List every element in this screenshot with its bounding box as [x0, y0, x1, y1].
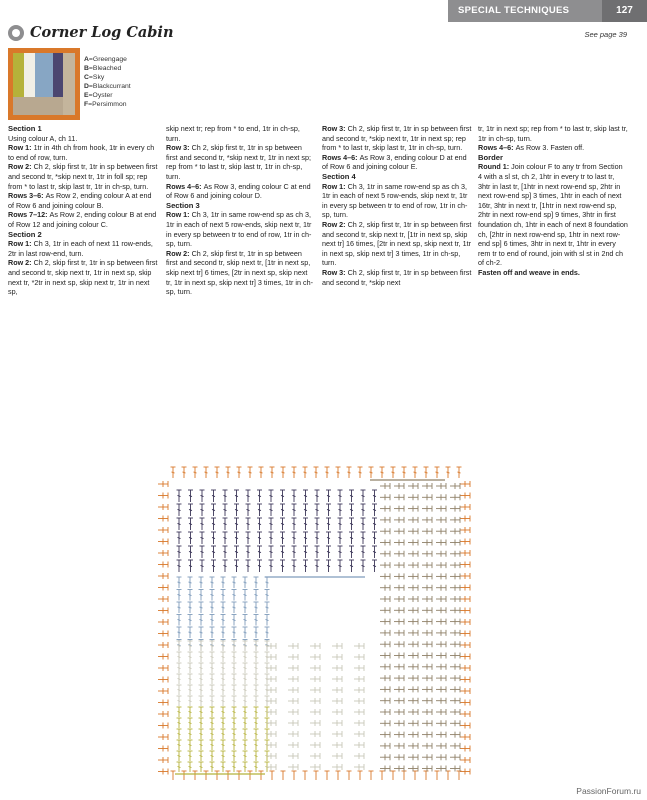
legend-colour-name: Oyster — [92, 92, 113, 99]
section-title: SPECIAL TECHNIQUES — [458, 5, 570, 16]
instruction-paragraph: Row 1: Ch 3, 1tr in each of next 11 row-ends, 2tr in last row-end, turn. — [8, 239, 153, 258]
legend-key: A — [84, 56, 89, 63]
instruction-paragraph: tr, 1tr in next sp; rep from * to last tr, skip last tr, 1tr in ch-sp, turn. — [478, 124, 628, 143]
row-label: Row 2: — [166, 248, 192, 258]
instruction-paragraph: Rows 4–6: As Row 3. Fasten off. — [478, 143, 585, 153]
final-instruction: Fasten off and weave in ends. — [478, 267, 580, 277]
instruction-paragraph: Using colour A, ch 11. — [8, 133, 78, 143]
instruction-paragraph: Row 2: Ch 2, skip first tr, 1tr in sp between first and second tr, *skip next tr, 1tr in foll sp; rep from * to last tr, skip last tr, 1tr in ch-sp, turn. — [8, 162, 158, 191]
header-bar — [448, 0, 647, 22]
instruction-paragraph: Row 1: Ch 3, 1tr in same row-end sp as ch 3, 1tr in each of next 5 row-ends, skip next tr, 1tr in every sp between tr to end of row, 1tr in ch-sp, turn. — [322, 181, 468, 220]
section-heading: Border — [478, 152, 503, 162]
legend-colour-name: Blackcurrant — [92, 83, 131, 90]
instruction-paragraph: Row 1: 1tr in 4th ch from hook, 1tr in every ch to end of row, turn. — [8, 143, 155, 162]
instruction-paragraph: skip next tr; rep from * to end, 1tr in ch-sp, turn. — [166, 124, 300, 143]
instruction-paragraph: Row 1: Ch 3, 1tr in same row-end sp as ch 3, 1tr in each of next 5 row-ends, skip next tr, 1tr in every sp between tr to end of row, 1tr in ch-sp, turn. — [166, 210, 312, 249]
instruction-paragraph: Round 1: Join colour F to any tr from Section 4 with a sl st, ch 2, 1htr in every tr to last tr, 3htr in last tr, [1htr in next row-end sp, 2htr in next row-end sp] 3 times, 1htr in each of next 16tr, 3htr in next tr, [1htr in next row-end sp, 2htr in next row-end sp] 9 times, 3htr in first foundation ch, 1htr in each of next 8 foundation ch, [2htr in next row-end sp, 1htr in next row-end sp] 6 times, 3htr in next tr, 1htr in every rem tr to end of round, join with sl st in 2nd ch of ch-2. — [478, 162, 628, 268]
instruction-paragraph: Row 2: Ch 2, skip first tr, 1tr in sp between first and second tr, skip next tr, [1tr in next sp, skip next tr] 16 times, [2tr in next sp, skip next tr, 1tr in next sp, skip next tr] 3 times, 1tr in ch-sp, turn. — [322, 219, 472, 268]
row-label: Row 3: — [166, 143, 192, 153]
see-page-reference: See page 39 — [584, 30, 627, 39]
row-label: Row 3: — [322, 267, 348, 277]
instructions-column-1 — [8, 124, 158, 297]
legend-item: F=Persimmon — [84, 101, 127, 108]
legend-item: B=Bleached — [84, 65, 122, 72]
row-label: Row 2: — [8, 162, 34, 172]
instructions-column-3 — [322, 124, 472, 287]
row-label: Row 1: — [8, 239, 34, 249]
row-label: Row 3: — [322, 124, 348, 133]
instruction-paragraph: Rows 4–6: As Row 3, ending colour C at end of Row 6 and joining colour D. — [166, 181, 311, 201]
legend-key: B — [84, 65, 89, 72]
instruction-paragraph: Row 2: Ch 2, skip first tr, 1tr in sp between first and second tr, skip next tr, 1tr in next sp, skip next tr, *2tr in next sp, skip next tr, 1tr in next sp, — [8, 258, 158, 297]
pattern-title: Corner Log Cabin — [30, 24, 174, 41]
legend-key: C — [84, 74, 89, 81]
row-label: Row 1: — [322, 181, 348, 191]
row-label: Rows 4–6: — [478, 143, 516, 153]
legend-colour-name: Bleached — [92, 65, 122, 72]
row-label: Row 2: — [8, 258, 34, 268]
legend-colour-name: Persimmon — [92, 101, 127, 108]
section-heading: Section 2 — [8, 229, 42, 239]
row-label: Round 1: — [478, 162, 512, 172]
instruction-paragraph: Rows 3–6: As Row 2, ending colour A at end of Row 6 and joining colour B. — [8, 191, 152, 210]
instruction-paragraph: Rows 4–6: As Row 3, ending colour D at end of Row 6 and joining colour E. — [322, 152, 467, 172]
crochet-chart — [155, 462, 475, 787]
instruction-paragraph: Row 2: Ch 2, skip first tr, 1tr in sp between first and second tr, skip next tr, [1tr in next sp, skip next tr] 6 times, [2tr in next sp, skip next tr, 1tr in next sp, skip next tr] 3 times, 1tr in ch-sp, turn. — [166, 248, 313, 297]
legend-item: C=Sky — [84, 74, 105, 81]
watermark-text: PassionForum.ru — [576, 786, 641, 796]
legend-colour-name: Sky — [92, 74, 105, 81]
bullet-circle-icon — [8, 25, 24, 41]
row-label: Rows 4–6: — [322, 152, 360, 162]
instruction-paragraph: Row 3: Ch 2, skip first tr, 1tr in sp between first and second tr, *skip next — [322, 267, 472, 287]
legend-key: D — [84, 83, 89, 90]
instruction-paragraph: Rows 7–12: As Row 2, ending colour B at end of Row 12 and joining colour C. — [8, 210, 157, 229]
instructions-column-4 — [478, 124, 628, 278]
instruction-paragraph: Row 3: Ch 2, skip first tr, 1tr in sp between first and second tr, *skip next tr, 1tr in next sp; rep from * to last tr, skip last tr, 1tr in ch-sp, turn. — [322, 124, 472, 153]
row-label: Rows 4–6: — [166, 181, 204, 191]
row-label: Rows 7–12: — [8, 210, 50, 220]
instructions-column-2 — [166, 124, 314, 297]
page-number: 127 — [602, 0, 647, 22]
row-label: Rows 3–6: — [8, 191, 46, 201]
section-heading: Section 1 — [8, 124, 42, 133]
row-label: Row 1: — [166, 210, 192, 220]
section-heading: Section 4 — [322, 171, 356, 181]
colour-legend — [84, 55, 131, 109]
legend-item: A=Greengage — [84, 56, 127, 63]
row-label: Row 1: — [8, 143, 34, 153]
swatch-photo — [8, 48, 80, 120]
legend-colour-name: Greengage — [92, 56, 127, 63]
row-label: Row 2: — [322, 219, 348, 229]
legend-key: E — [84, 92, 89, 99]
legend-item: D=Blackcurrant — [84, 83, 131, 90]
legend-item: E=Oyster — [84, 92, 113, 99]
instruction-paragraph: Row 3: Ch 2, skip first tr, 1tr in sp between first and second tr, *skip next tr, 1tr in next sp; rep from * to last tr, skip last tr, 1tr in ch-sp, turn. — [166, 143, 312, 181]
legend-key: F — [84, 101, 89, 108]
section-heading: Section 3 — [166, 200, 200, 210]
